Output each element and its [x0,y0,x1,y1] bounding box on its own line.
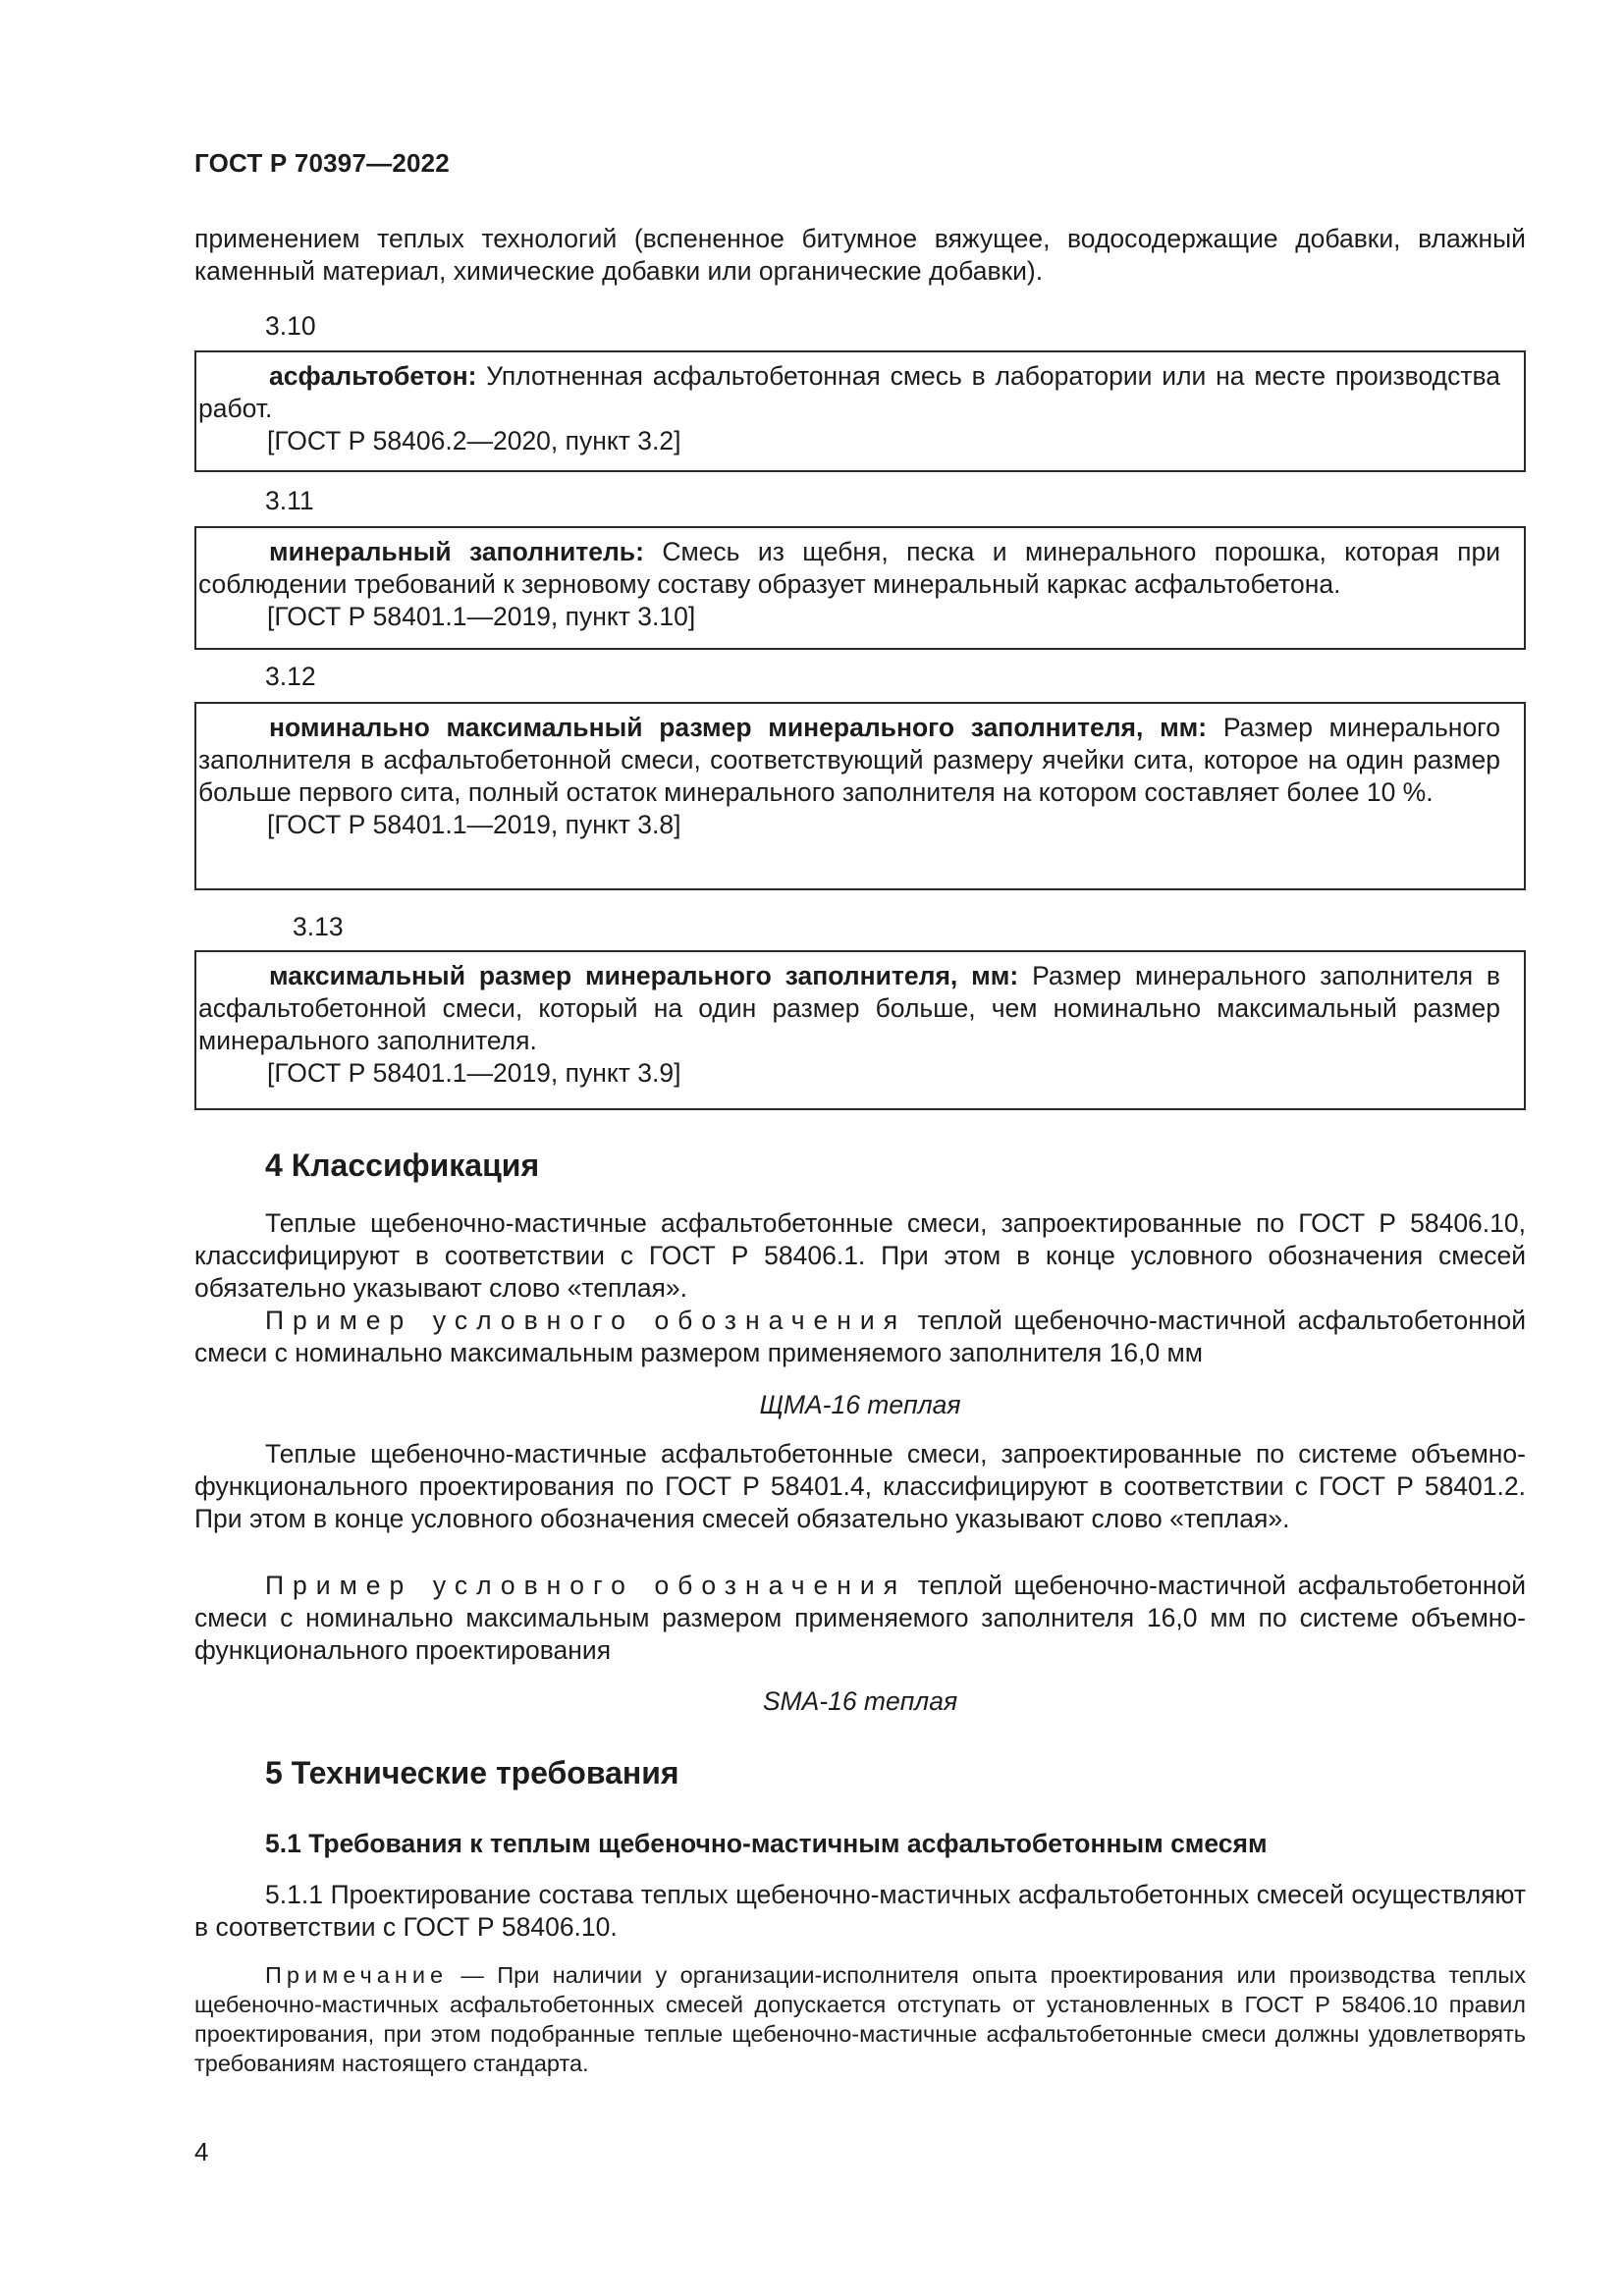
term-definition [198,960,1500,1057]
term-source: [ГОСТ Р 58406.2—2020, пункт 3.2] [267,426,681,455]
term-name: максимальный размер минерального заполнителя, мм: [269,961,1019,990]
term-source: [ГОСТ Р 58401.1—2019, пункт 3.9] [267,1058,681,1088]
term-name: номинально максимальный размер минерального заполнителя, мм: [269,713,1208,742]
term-number: 3.11 [265,486,314,515]
term-text: Размер минерального заполнителя в асфальтобетонной смеси, который на один размер больше, чем номинально максимальный размер минерального заполнителя. [198,961,1501,1055]
term-box [194,350,1526,472]
example-text: теплой щебеночно-мастичной асфальтобетонной смеси с номинально максимальным размером применяемого заполнителя 16,0 мм по системе объемно-функционального проектирования [194,1571,1527,1665]
term-text: Размер минерального заполнителя в асфальтобетонной смеси, соответствующий размеру ячейки сита, которое на один размер больше первого сита, полный остаток минерального заполнителя на котором составляет более 10 %. [198,713,1501,807]
example-1-designation: ЩМА-16 теплая [759,1390,961,1419]
intro-continuation-paragraph: применением теплых технологий (вспененное битумное вяжущее, водосодержащие добавки, влажный каменный материал, химические добавки или органические добавки). [194,224,1526,286]
term-definition [198,536,1500,601]
term-number: 3.10 [265,311,316,341]
section-5-heading: 5 Технические требования [265,1755,679,1790]
term-number: 3.12 [265,662,316,691]
term-text: Уплотненная асфальтобетонная смесь в лаборатории или на месте производства работ. [198,361,1500,423]
term-box [194,526,1526,650]
term-box [194,702,1526,890]
subsection-5-1-heading: 5.1 Требования к теплым щебеночно-мастичным асфальтобетонным смесям [265,1829,1268,1858]
example-label: Пример условного обозначения [265,1306,907,1335]
term-text: Смесь из щебня, песка и минерального порошка, которая при соблюдении требований к зерновому составу образует минеральный каркас асфальтобетона. [198,537,1500,599]
section-4-paragraph-1: Теплые щебеночно-мастичные асфальтобетонные смеси, запроектированные по ГОСТ Р 58406.10, классифицируют в соответствии с ГОСТ Р 58406.1. При этом в конце условного обозначения смесей обязательно указывают слово «теплая». [194,1208,1526,1303]
example-2-designation: SMA-16 теплая [762,1686,958,1716]
page-number: 4 [194,2137,209,2166]
document-code-header: ГОСТ Р 70397—2022 [194,148,450,178]
term-number: 3.13 [293,912,344,941]
term-box [194,950,1526,1110]
term-name: асфальтобетон: [269,361,477,391]
example-1-paragraph [194,1305,1526,1369]
section-4-heading: 4 Классификация [265,1148,540,1183]
section-4-paragraph-2: Теплые щебеночно-мастичные асфальтобетонные смеси, запроектированные по системе объемно-функционального проектирования по ГОСТ Р 58401.4, классифицируют в соответствии с ГОСТ Р 58401.2. При этом в конце условного обозначения смесей обязательно указывают слово «теплая». [194,1439,1526,1533]
clause-5-1-1-paragraph: 5.1.1 Проектирование состава теплых щебеночно-мастичных асфальтобетонных смесей осуществляют в соответствии с ГОСТ Р 58406.10. [194,1880,1526,1942]
term-definition [198,712,1500,809]
example-2-paragraph [194,1570,1526,1667]
note-paragraph [194,1960,1526,2078]
term-definition [198,360,1500,425]
example-text: теплой щебеночно-мастичной асфальтобетонной смеси с номинально максимальным размером применяемого заполнителя 16,0 мм [194,1306,1527,1367]
term-source: [ГОСТ Р 58401.1—2019, пункт 3.10] [267,602,696,631]
term-name: минеральный заполнитель: [269,537,644,566]
example-label: Пример условного обозначения [265,1571,907,1600]
term-source: [ГОСТ Р 58401.1—2019, пункт 3.8] [267,810,681,839]
note-label: Примечание [265,1962,449,1988]
note-text: — При наличии у организации-исполнителя опыта проектирования или производства теплых щебеночно-мастичных асфальтобетонных смесей допускается отступать от установленных в ГОСТ Р 58406.10 правил проектирования, при этом подобранные теплые щебеночно-мастичные асфальтобетонные смеси должны удовлетворять требованиям настоящего стандарта. [194,1962,1526,2076]
